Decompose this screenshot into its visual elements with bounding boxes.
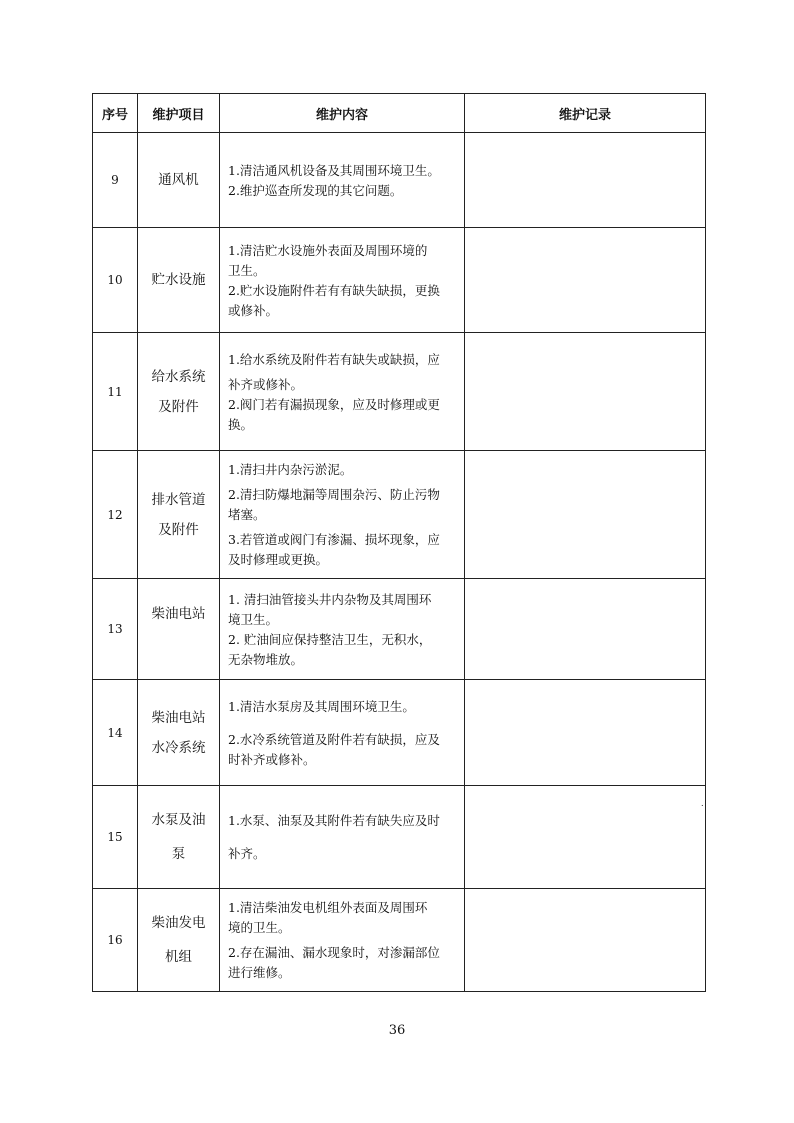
row-seq: 14: [93, 680, 138, 786]
item-line: 通风机: [158, 172, 199, 188]
content-line: 2.阀门若有漏损现象，应及时修理或更: [228, 396, 440, 412]
row-content: [220, 451, 465, 579]
table-row: [93, 680, 706, 786]
content-line: 2.存在漏油、漏水现象时，对渗漏部位: [228, 945, 440, 960]
row-record-cell[interactable]: [465, 228, 706, 333]
row-seq: 15: [93, 786, 138, 889]
row-item: [138, 786, 220, 889]
row-seq: 11: [93, 333, 138, 451]
stray-mark: .: [701, 799, 704, 808]
content-line: 境卫生。: [228, 611, 279, 627]
row-record-cell[interactable]: [465, 133, 706, 228]
row-record-cell[interactable]: [465, 579, 706, 680]
row-record-cell[interactable]: [465, 451, 706, 579]
table-row: [93, 889, 706, 992]
content-line: 换。: [228, 416, 254, 432]
content-line: 时补齐或修补。: [228, 751, 316, 767]
item-spacer: [138, 629, 219, 659]
content-line: 堵塞。: [228, 507, 266, 522]
content-line: 1.清洁水泵房及其周围环境卫生。: [228, 698, 415, 714]
content-line: 境的卫生。: [228, 920, 291, 935]
item-line: 排水管道: [151, 491, 206, 508]
item-line: 水泵及油: [151, 812, 206, 828]
item-line: 柴油电站: [151, 606, 206, 622]
table-row: [93, 579, 706, 680]
row-content: [220, 133, 465, 228]
item-line: 及附件: [158, 398, 199, 415]
content-line: 1.清洁柴油发电机组外表面及周围环: [228, 900, 428, 915]
header-seq: 序号: [93, 94, 138, 133]
header-content: 维护内容: [220, 94, 465, 133]
item-line: 给水系统: [151, 368, 206, 385]
content-line: 无杂物堆放。: [228, 651, 304, 667]
row-item: [138, 133, 220, 228]
content-line: 1.清扫井内杂污淤泥。: [228, 462, 353, 477]
item-line: 机组: [165, 949, 192, 965]
row-item: [138, 889, 220, 992]
item-line: 及附件: [158, 521, 199, 538]
row-seq: 13: [93, 579, 138, 680]
table-row: [93, 451, 706, 579]
content-line: 1.水泵、油泵及其附件若有缺失应及时: [228, 813, 440, 828]
row-content: [220, 333, 465, 451]
row-item: [138, 228, 220, 333]
row-item: [138, 333, 220, 451]
content-line: 补齐。: [228, 846, 266, 861]
row-seq: 12: [93, 451, 138, 579]
item-line: 水冷系统: [151, 739, 206, 756]
content-line: 2.清扫防爆地漏等周围杂污、防止污物: [228, 487, 440, 502]
item-line: 贮水设施: [151, 272, 206, 288]
row-seq: 16: [93, 889, 138, 992]
row-record-cell[interactable]: [465, 680, 706, 786]
row-item: [138, 451, 220, 579]
row-seq: 9: [93, 133, 138, 228]
content-line: 2.维护巡查所发现的其它问题。: [228, 182, 403, 198]
row-record-cell[interactable]: [465, 333, 706, 451]
row-item: [138, 680, 220, 786]
header-record: 维护记录: [465, 94, 706, 133]
content-line: 及时修理或更换。: [228, 552, 329, 567]
item-line: 柴油发电: [151, 915, 206, 931]
content-line: 补齐或修补。: [228, 376, 304, 392]
content-line: 2.水冷系统管道及附件若有缺损，应及: [228, 731, 440, 747]
content-line: 1. 清扫油管接头井内杂物及其周围环: [228, 591, 432, 607]
row-content: [220, 579, 465, 680]
row-content: [220, 680, 465, 786]
row-record-cell[interactable]: [465, 889, 706, 992]
row-seq: 10: [93, 228, 138, 333]
content-line: 2.贮水设施附件若有有缺失缺损，更换: [228, 282, 440, 298]
content-line: 卫生。: [228, 262, 266, 278]
row-content: [220, 889, 465, 992]
table-row: [93, 333, 706, 451]
table-row: [93, 786, 706, 889]
item-line: 柴油电站: [151, 709, 206, 726]
row-content: [220, 786, 465, 889]
maintenance-table: [92, 93, 706, 992]
page-number: 36: [388, 1023, 406, 1038]
item-line: 泵: [171, 846, 186, 862]
content-line: 3.若管道或阀门有渗漏、损坏现象，应: [228, 532, 440, 547]
content-line: 1.清洁贮水设施外表面及周围环境的: [228, 242, 428, 258]
content-line: 2. 贮油间应保持整洁卫生，无积水，: [228, 631, 432, 647]
row-content: [220, 228, 465, 333]
table-row: [93, 133, 706, 228]
content-line: 进行维修。: [228, 965, 291, 980]
table-row: [93, 228, 706, 333]
table-header-row: [93, 94, 706, 133]
content-line: 1.给水系统及附件若有缺失或缺损，应: [228, 351, 440, 367]
row-record-cell[interactable]: [465, 786, 706, 889]
header-item: 维护项目: [138, 94, 220, 133]
content-line: 或修补。: [228, 302, 279, 318]
row-item: [138, 579, 220, 680]
content-line: 1.清洁通风机设备及其周围环境卫生。: [228, 162, 440, 178]
